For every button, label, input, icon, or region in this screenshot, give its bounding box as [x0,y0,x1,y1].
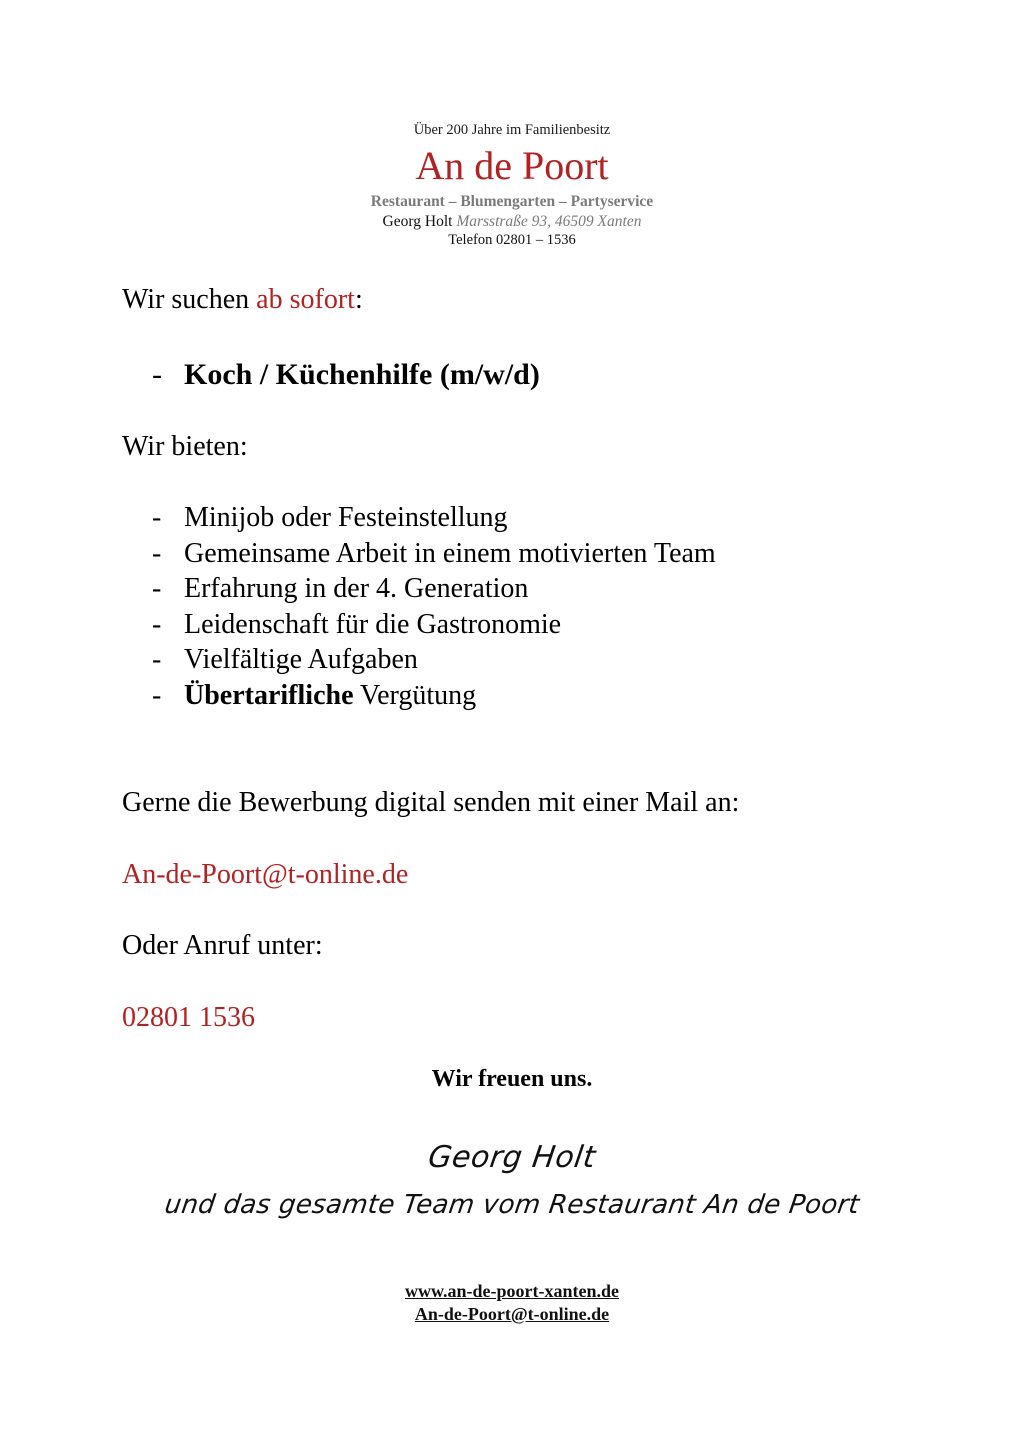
footer-email-line [0,1304,1024,1325]
street-address: Marsstraße 93, 46509 Xanten [456,213,642,230]
signature-team: und das gesamte Team vom Restaurant An de Poort [162,1190,862,1220]
contact-email[interactable]: An-de-Poort@t-online.de [122,859,409,890]
restaurant-name: An de Poort [415,143,609,188]
owner-name: Georg Holt [382,213,453,230]
header-phone: Telefon 02801 – 1536 [448,232,576,248]
list-item-text: Leidenschaft für die Gastronomie [184,608,562,640]
intro-highlight: ab sofort [256,284,355,315]
list-item [152,571,716,607]
list-item-bold: Übertarifliche [184,679,354,711]
job-title: Koch / Küchenhilfe (m/w/d) [184,358,540,391]
list-dash: - [152,573,162,605]
intro-prefix: Wir suchen [122,284,257,315]
list-item-text: Minijob oder Festeinstellung [184,502,508,533]
footer-website-link[interactable]: www.an-de-poort-xanten.de [405,1281,619,1301]
list-dash: - [152,537,162,569]
list-item [152,678,716,714]
call-instructions: Oder Anruf unter: [122,930,323,961]
job-title-item [152,356,540,394]
list-item [152,607,716,643]
footer-email-link[interactable]: An-de-Poort@t-online.de [414,1304,610,1324]
list-item [152,536,716,572]
list-dash: - [152,608,162,640]
closing-line: Wir freuen uns. [431,1066,593,1092]
intro-suffix: : [354,284,363,315]
header-tagline: Über 200 Jahre im Familienbesitz [413,122,611,138]
contact-phone[interactable]: 02801 1536 [122,1002,255,1033]
list-item-text: Erfahrung in der 4. Generation [184,573,529,605]
footer-website-line [0,1281,1024,1302]
list-dash: - [152,679,162,711]
list-item-text: Vielfältige Aufgaben [184,644,418,676]
list-item [152,642,716,678]
list-dash: - [152,644,162,676]
signature-name: Georg Holt [426,1140,598,1175]
apply-instructions: Gerne die Bewerbung digital senden mit einer Mail an: [122,787,740,818]
job-dash: - [152,358,162,391]
header-address-line [0,213,1024,231]
list-item [152,500,716,536]
offer-heading: Wir bieten: [122,431,248,462]
header-services: Restaurant – Blumengarten – Partyservice [370,193,654,210]
list-item-text: Vergütung [353,679,477,711]
intro-line [122,283,363,317]
list-dash: - [152,502,162,533]
list-item-text: Gemeinsame Arbeit in einem motivierten Team [184,537,716,569]
offer-list [152,500,716,714]
